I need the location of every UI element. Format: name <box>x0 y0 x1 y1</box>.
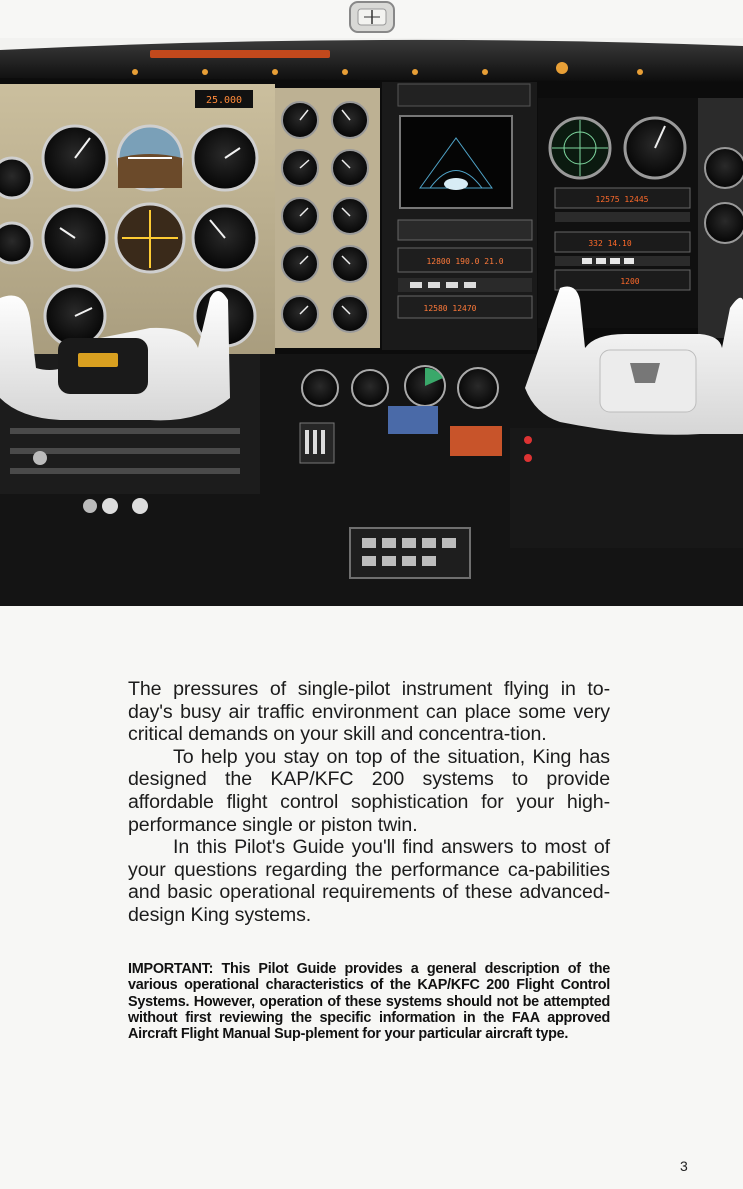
radio-readout-left: 12575 12445 <box>595 195 649 204</box>
annunciator-readout: 25.000 <box>205 95 243 106</box>
important-note: IMPORTANT: This Pilot Guide provides a general description of the various operational characteristics of the KAP/KFC 200 Flight Control Systems. However, operation of these systems should not be attempted without first reviewing the specific information in the FAA approved Aircraft Flight Manual Sup-plement for your particular aircraft type. <box>128 961 610 1043</box>
compass-fixture <box>344 0 400 36</box>
intro-paragraph-2: To help you stay on top of the situation, King has designed the KAP/KFC 200 systems to provide affordable flight control sophistication for your high-performance single or piston twin. <box>128 745 610 836</box>
center-readout-1: 12800 190.0 21.0 <box>426 257 504 266</box>
radio-readout-nav1: 332 14.10 <box>588 239 632 248</box>
cockpit-photo <box>0 38 743 606</box>
page-number: 3 <box>680 1158 688 1174</box>
intro-paragraph-3: In this Pilot's Guide you'll find answers to most of your questions regarding the performance ca-pabilities and basic operational requirements of these advanced-design King systems. <box>128 836 610 926</box>
intro-paragraph-1: The pressures of single-pilot instrument flying in to-day's busy air traffic environment can place some very critical demands on your skill and concentra-tion. <box>128 678 610 746</box>
intro-text <box>128 678 610 927</box>
center-readout-2: 12580 12470 <box>423 304 477 313</box>
radio-readout-nav2: 1200 <box>620 277 640 286</box>
